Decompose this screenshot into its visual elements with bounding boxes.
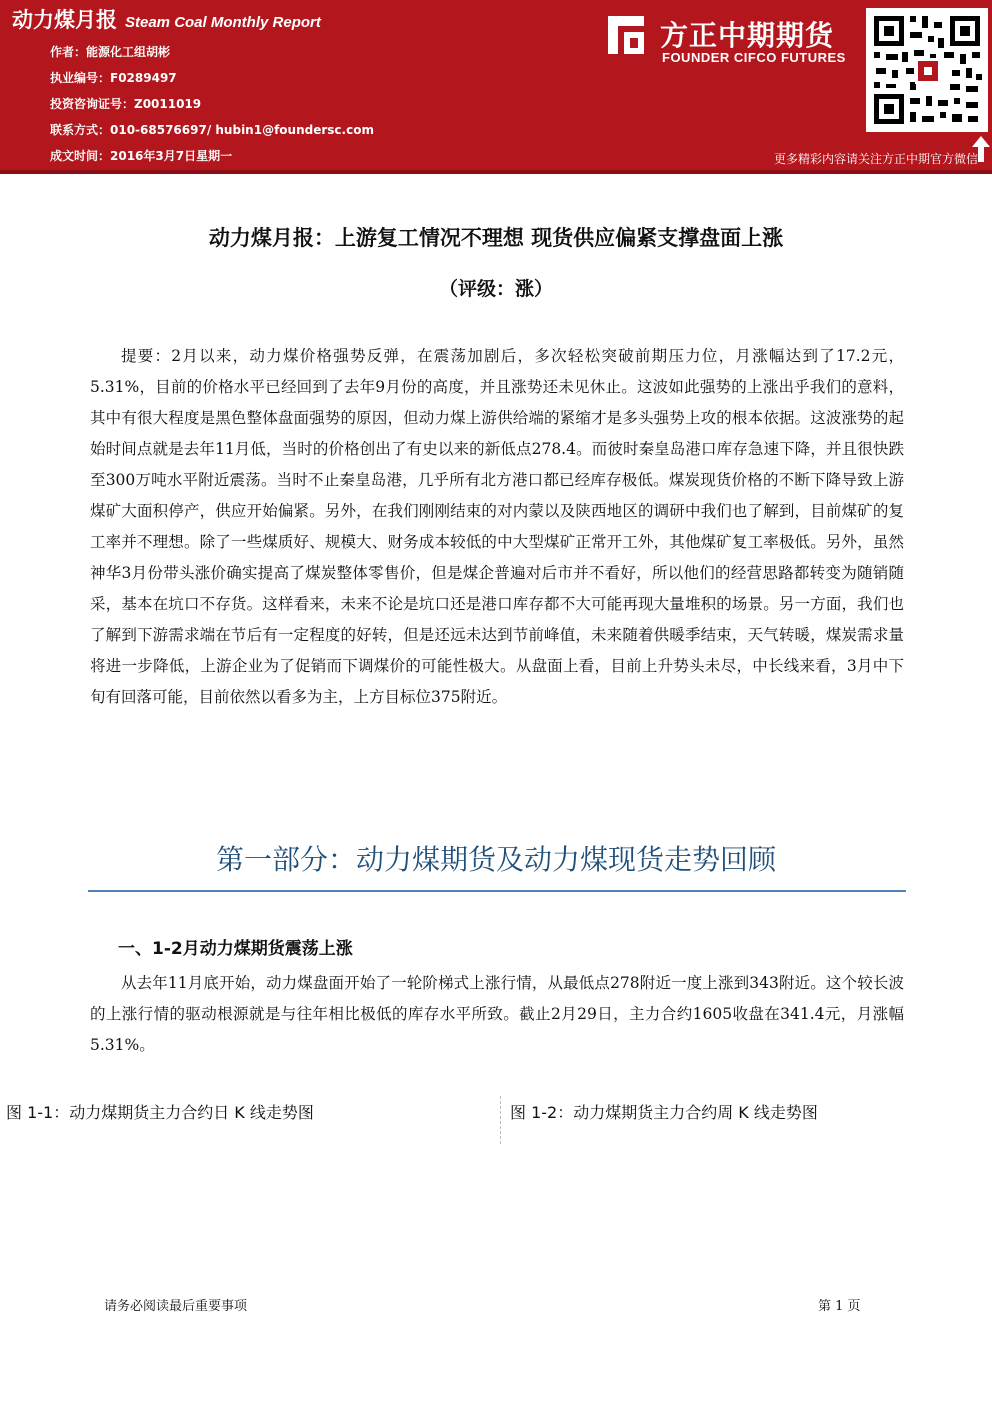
section-body-paragraph: 从去年11月底开始，动力煤盘面开始了一轮阶梯式上涨行情，从最低点278附近一度上涨到343附近。这个较长波的上涨行情的驱动根源就是与往年相比极低的库存水平所致。截止2月29日，主力合约1605收盘在341.4元，月涨幅5.31%。: [90, 974, 904, 1054]
author-name: 作者：能源化工组胡彬: [50, 45, 171, 59]
license-number: 执业编号：F0289497: [50, 71, 177, 85]
company-name-en: FOUNDER CIFCO FUTURES: [662, 50, 846, 65]
wechat-qr-code-icon: [866, 8, 988, 132]
footer-notice: 请务必阅读最后重要事项: [104, 1299, 248, 1314]
report-series-title-en: Steam Coal Monthly Report: [125, 14, 321, 31]
report-series-title: [12, 4, 321, 34]
section-subheading: 一、1-2月动力煤期货震荡上涨: [118, 939, 353, 959]
advisory-certificate: 投资咨询证号：Z0011019: [50, 97, 202, 111]
company-name-cn: 方正中期期货: [660, 19, 835, 52]
report-rating: （评级：涨）: [438, 278, 553, 300]
report-header-band: [0, 0, 992, 170]
contact-info: 联系方式：010-68576697/ hubin1@foundersc.com: [50, 123, 374, 137]
section-title: 第一部分：动力煤期货及动力煤现货走势回顾: [215, 843, 776, 876]
founder-logo-icon: [604, 12, 648, 58]
figure-caption-daily: 图 1-1：动力煤期货主力合约日 K 线走势图: [6, 1103, 314, 1122]
header-divider: [0, 170, 992, 174]
report-date: 成文时间：2016年3月7日星期一: [50, 149, 233, 163]
author-info-block: [50, 44, 374, 174]
report-series-title-cn: 动力煤月报: [12, 8, 117, 32]
company-logo: [600, 12, 850, 72]
wechat-follow-note: 更多精彩内容请关注方正中期官方微信: [773, 152, 978, 166]
report-abstract: 提要：2月以来，动力煤价格强势反弹，在震荡加剧后，多次轻松突破前期压力位，月涨幅达到了17.2元，5.31%，目前的价格水平已经回到了去年9月份的高度，并且涨势还未见休止。这波如此强势的上涨出乎我们的意料，其中有很大程度是黑色整体盘面强势的原因，但动力煤上游供给端的紧缩才是多头强势上攻的根本依据。这波涨势的起始时间点就是去年11月低，当时的价格创出了有史以来的新低点278.4。而彼时秦皇岛港口库存急速下降，并且很快跌至300万吨水平附近震荡。当时不止秦皇岛港，几乎所有北方港口都已经库存极低。煤炭现货价格的不断下降导致上游煤矿大面积停产，供应开始偏紧。另外，在我们刚刚结束的对内蒙以及陕西地区的调研中我们也了解到，目前煤矿的复工率并不理想。除了一些煤质好、规模大、财务成本较低的中大型煤矿正常开工外，其他煤矿复工率极低。另外，虽然神华3月份带头涨价确实提高了煤炭整体零售价，但是煤企普遍对后市并不看好，所以他们的经营思路都转变为随销随采，基本在坑口不存货。这样看来，未来不论是坑口还是港口库存都不大可能再现大量堆积的场景。另一方面，我们也了解到下游需求端在节后有一定程度的好转，但是还远未达到节前峰值，未来随着供暖季结束，天气转暖，煤炭需求量将进一步降低，上游企业为了促销而下调煤价的可能性极大。从盘面上看，目前上升势头未尽，中长线来看，3月中下旬有回落可能，目前依然以看多为主，上方目标位375附近。: [90, 347, 904, 706]
section-divider: [88, 890, 906, 892]
report-title: 动力煤月报：上游复工情况不理想 现货供应偏紧支撑盘面上涨: [208, 226, 784, 250]
figure-caption-weekly: 图 1-2：动力煤期货主力合约周 K 线走势图: [510, 1103, 818, 1122]
figure-divider: [500, 1096, 502, 1144]
page-number: 第 1 页: [818, 1299, 861, 1314]
